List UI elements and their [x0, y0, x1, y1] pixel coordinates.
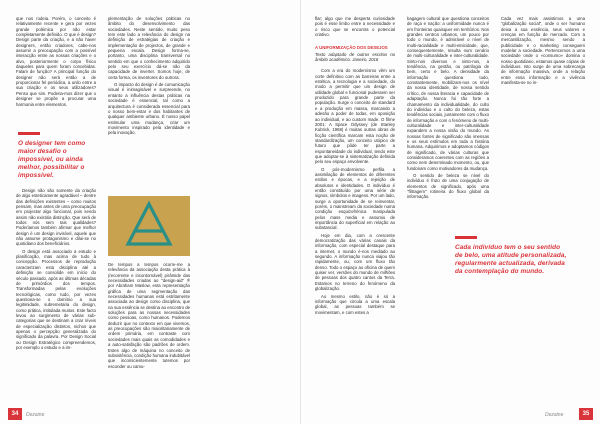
left-column-1-lower [16, 188, 96, 352]
pull-quote-right [455, 236, 567, 276]
section-subhead: A UNIFORMIZAÇÃO DOS DESEJOS [315, 45, 388, 51]
paragraph: O pós-modernismo perfila a assimilação de elementos de diferentes estilos e épocas, e a rejeição de absolutos e identidades. O indivíduo é então constituído por uma série de signos, símbolos e imagens. Por um lado, surge a oportunidade de se reinventar, porém, o mainstream da sociedade numa condição esquizofrénica manipulada pelos mass media e assumiu de importância do superficial em relação ao substancial. [315, 166, 395, 231]
right-footer [301, 404, 600, 424]
right-column-5 [501, 16, 585, 87]
triangle-figure [108, 196, 190, 256]
left-column-1 [16, 16, 96, 109]
paragraph: bagagem cultural que questiona conceitos de raça e nação: a uniformidade nunca é em fronteiras quaisquer em territórios. Nos grandes centros urbanos, um pouco por todo o mundo, é admirável o nível de multi-racialidade e multi-etnicidade, que, consequentemente, resulta num cenário de multi-culturalidade e inter-culturalidade. Sinto-nos diversos e sinto-nos, a tendência, na gestão, ou patrilogia de bem, certo e belo. A densidade da informação questiona tudo, constantemente, mobilizam-nos os nível da nossa identidade, de nossa sentido crítico, de nossa literacia e capacidade de adaptação. Nunca foi tão forte a chamamento da individualidade, do culto do indivíduo e o culto do beleza, estas tendências sociais, juntamente com o fluxo de informação e com o fenómeno de multi-culturalidade e inter-culturalidade expandem a nossa visão do mundo. As nossas fontes de significado são imensas e os seus estímulos em toda a história humana. Adquirimos e adoptamos códigos de significado, de várias culturas que consideramos coerentes com as regiões a como nem determinado momento, ou, que fundonam como motivadores da mudança. [407, 16, 489, 171]
pull-quote-text: Cada indivíduo tem o seu sentido de belo, uma atitude personalizada, regularmente actualizada, derivada da contemplação do mundo. [455, 244, 567, 275]
left-column-2 [108, 16, 190, 138]
paragraph: Design não são somente da criação de algo esteticamente agradável – dentre das definições existentes – como muitos pensam, mas antes de uma preocupação em projectar algo funcional, pois sendo assim não existiria distinção. Que será de todos nós sem tais qualidades? Poderíamos também afirmar que melhor design é um design invisível, aquele que não assume protagonismo e dilui-se no quotidiano dos beneficiários. [16, 188, 96, 247]
paragraph: O impacto do design é de comunicação visual é inimaginável e surpreende, no entanto a influência destas práticas na sociedade é essencial, tal como a arquitectura é considerada essencial para o nosso bem-estar e dos habitantes de qualquer ambiente urbano. É nosso papel estimular uma mudança, criar um movimento inspirado pela identidade e pela inovação. [108, 82, 190, 136]
paragraph: plementação de soluções práticas no âmbito do desenvolvimento das sociedades. Neste sentido, muito peso tem este lado a relevância do design na definição de estratégias de criação e implementação de projectos, de grande e pequena escala. Design forma-se, portanto, uma disciplina transversal no sentido em que o conhecimento adquirido pelo seu exercício dá-se não da capacidade de inverter. Somos hoje, de certa forma, os inventores do outrora. [108, 16, 190, 80]
left-footer [0, 404, 300, 424]
paragraph: O design está associado a estudo e planificação, mas acima de tudo à concepção. Processos de reprodução caracterizam esta disciplina até a definição se consolide em início do século passado, após as últimas décadas de primórdios dos tempos. Transformadas pelas evoluções tecnológicas, como tudo, por vezes questiona-se o domínio a sua legitimidade, subremetaria do design, como prática, intitulada muitos. Este facto levou ao surgimento de várias sub-categorias que se destinam a criar níveis de especialização distintos, nichos que apenas o percepção generalizada do significado da palavra. Por Design Social ou Design Estratégico compreendemos, por exemplo o estudo e a im- [16, 248, 96, 350]
paragraph: que nos rodeia. Porém, o conceito é relativamente recente e gera por vezes grande polémica por não estar completamente definido. O que é design? Design parte da criação, e a não haver designers, então criadores, cabe-nos assumir a preocupação com a possível interacção entre as nossas criações e o alvo, posteriormente o corpo físico daqueles para quem foram concebidas. Falam de função? A principal função do designer não será então a de proporcionar fel periódica, a unilo entre a sua criação e os seus utilizadores? Penso que sim. Poderia-mos dizer que o designer se propõe a procurar uma harmonia entre elementos. [16, 16, 96, 107]
figure-caption [108, 262, 190, 369]
pull-quote-text: O designer tem como maior desafio o impossível, ou ainda melhor, possibilitar o impossível. [18, 140, 86, 179]
paragraph: O sentido de beleza se nível do indivíduo é fruto de uma conjugação de elementos de significado, após uma "filtragem" rotineira do fluxo global da informação. [407, 172, 489, 200]
paragraph: flar; algo que me desperta curiosidade pois é esse limbo entre a necessidade e o risco que se encontra o potencial criativo. [315, 16, 395, 38]
right-page [300, 0, 600, 424]
paragraph: Cada vez mais assistimos a uma "globalização social", onde o ser humano deixa a sua essência, seus valores e crenças em função de mercado. Com a mercantilização, mesmo sendo a publicidade e o marketing conseguem modelar a sociedade. Pertencemos a uma sociedade onde o «consumo» domina o nosso quotidiano, estamos quase cópias de indivíduos. Isto surge de uma sobrecarga de informação massiva, onde a relação entre essa informação e a vivência manifesta-se no in- [501, 16, 585, 86]
section-intro: Texto adaptado de outros escritos no âmbito académico. Janeiro, 2016 [315, 51, 395, 63]
paragraph: Ao mesmo estilo, não é só a informação que circula a uma escala global, as pessoas também se movimentam, e com estes a [315, 293, 395, 315]
magazine-name: Dezaine [545, 412, 564, 418]
caption-text: De tempos a tempos ocorre-me a relevância da associação desta prática à (recorrente e incontornável) pirâmide das necessidades criadas ao "design-aid" ® por Abraham Maslow, esta representação gráfica de uma segmentação das necessidades humanas está estritamente associada ao design como disciplina, que na sua essência se destina ao encontro de soluções para as nossas necessidades como pessoas, como humanos. Podemos deduzir que no contexto em que vivemos, as preocupações são maioritariamente de ordem primária, em contraste com sociedades mais quais as comodidades e a auto-satisfação são padrões de ordem. Estes algo de máquina no conceito de subsistência, condição humana indubitável que inconscientemente tutemos por esconder ou camu- [108, 262, 190, 369]
accent-bar [18, 132, 40, 135]
page-number: 34 [8, 408, 22, 420]
paragraph: Com a era do modernismo vêm um corte definitivo com as barreiras entre a estética, a tecnologia e a sociedade, do modo a permitir que um design de utilidade global e funcional pudessem ser produzido para grande parte da população. Surge o conceito de standard e a produção em massa, marcando a adesão a poder de todas, em oposição ao individual, e ao custom made. O filme 2001: A Space Odyssey (de Stanley Kubrick, 1968) é muitas outras obras de ficção científica marcam esta noção de standardização, um conceito utópico de futuro que pôde ter parte a espontaneidade do individual, tendo este que adoptar-se à sistematização definida pelo seu espaço envolvente. [315, 68, 395, 165]
triangle-icon [108, 196, 190, 256]
paragraph: Hoje em dia, com a crescente democratização das várias canais da informação, com especial destaque para a internet, o mundo é-nos mediado ao segundo. A informação nunca viajou tão rapidamente, ou, com um fluxo tão denso. Todo o espaço ao oficina de quem quiser ver, versões do mundo de milhões de pessoas dos quatro cantos da Terra. Estamos no terreno do fenómeno da globalização. [315, 232, 395, 292]
magazine-name: Dezaine [26, 412, 45, 418]
page-number: 35 [579, 408, 593, 420]
right-column-3 [315, 16, 395, 317]
accent-bar [455, 236, 477, 239]
right-column-4 [407, 16, 489, 202]
pull-quote-left [18, 132, 96, 180]
